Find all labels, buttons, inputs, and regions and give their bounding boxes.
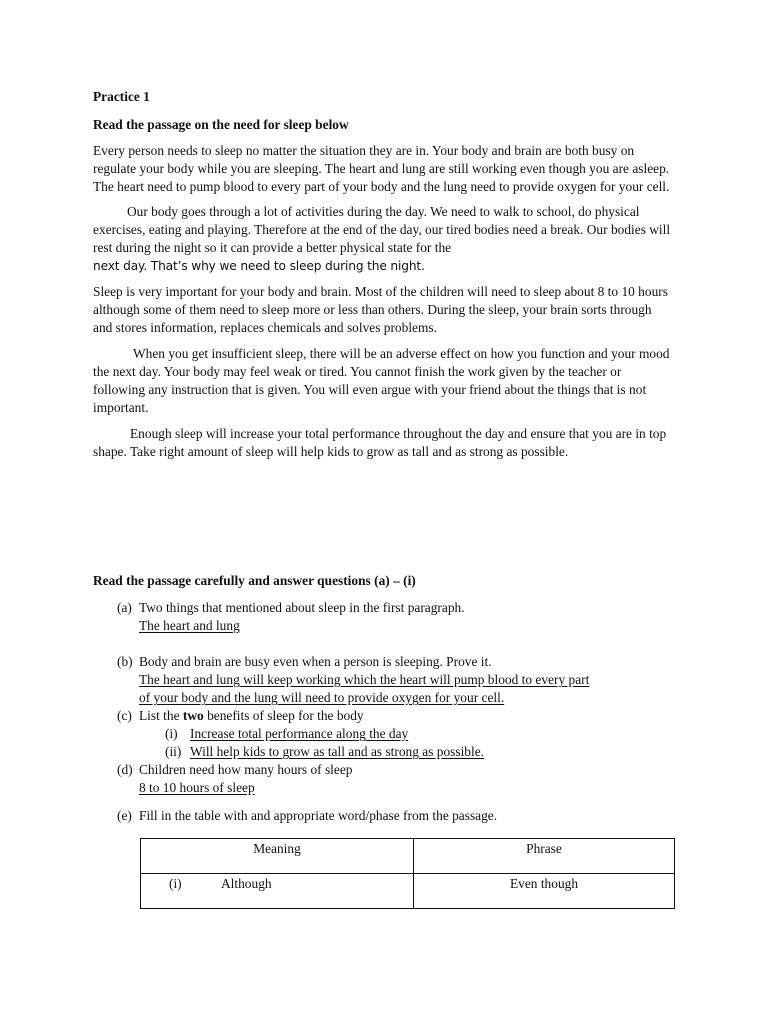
question-label: (e) — [117, 808, 132, 823]
answer-text: Will help kids to grow as tall and as strong as possible. — [190, 744, 485, 759]
table-row — [141, 874, 675, 909]
question-text: Two things that mentioned about sleep in the first paragraph. — [139, 600, 465, 615]
answer-item — [117, 725, 677, 743]
table-cell-phrase: Even though — [414, 874, 675, 909]
table-header-meaning: Meaning — [141, 839, 414, 874]
paragraph-1: Every person needs to sleep no matter the situation they are in. Your body and brain are both busy on regulate your body while you are sleeping. The heart and lung are still working even though you are asleep. The heart need to pump blood to every part of your body and the lung need to provide oxygen for your cell. — [93, 143, 670, 194]
paragraph-2-text: Our body goes through a lot of activities during the day. We need to walk to school, do physical exercises, eating and playing. Therefore at the end of the day, our tired bodies need a break. Our bodies will rest during the night so it can provide a better physical state for the — [93, 204, 671, 255]
answer-item — [117, 743, 677, 761]
question-text: List the two benefits of sleep for the body — [139, 708, 364, 723]
questions-heading: Read the passage carefully and answer questions (a) – (i) — [93, 573, 416, 588]
paragraph-2 — [93, 203, 673, 275]
meaning-text: Although — [221, 876, 272, 891]
item-label: (i) — [165, 726, 178, 741]
question-c — [117, 707, 677, 725]
paragraph-3: Sleep is very important for your body and brain. Most of the children will need to sleep about 8 to 10 hours although some of them need to sleep more or less than others. During the sleep, your brain sorts through and stores information, replaces chemicals and solves problems. — [93, 284, 668, 335]
question-a — [117, 599, 677, 635]
question-label: (b) — [117, 654, 133, 669]
answer-text: 8 to 10 hours of sleep — [139, 780, 255, 795]
question-label: (c) — [117, 708, 132, 723]
question-text: Fill in the table with and appropriate word/phase from the passage. — [139, 808, 498, 823]
row-label: (i) — [169, 876, 182, 891]
question-list — [117, 599, 677, 825]
passage — [93, 88, 673, 461]
item-label: (ii) — [165, 744, 182, 759]
phrase-table — [140, 838, 675, 909]
table-header-phrase: Phrase — [414, 839, 675, 874]
paragraph-2-last-line: next day. That’s why we need to sleep during the night. — [93, 259, 425, 273]
table-header-row — [141, 839, 675, 874]
page-title: Practice 1 — [93, 89, 150, 104]
question-b — [117, 653, 677, 707]
question-label: (d) — [117, 762, 133, 777]
table-cell-meaning — [141, 874, 414, 909]
question-text: Children need how many hours of sleep — [139, 762, 353, 777]
question-text: Body and brain are busy even when a person is sleeping. Prove it. — [139, 654, 492, 669]
answer-text: of your body and the lung will need to provide oxygen for your cell. — [139, 690, 505, 705]
answer-text: The heart and lung — [139, 618, 240, 633]
question-label: (a) — [117, 600, 132, 615]
question-e — [117, 807, 677, 825]
paragraph-5: Enough sleep will increase your total performance throughout the day and ensure that you are in top shape. Take right amount of sleep will help kids to grow as tall and as strong as possible. — [93, 426, 667, 459]
answer-text: Increase total performance along the day — [190, 726, 409, 741]
passage-instruction: Read the passage on the need for sleep below — [93, 117, 349, 132]
answer-text: The heart and lung will keep working which the heart will pump blood to every part — [139, 672, 590, 687]
question-d — [117, 761, 677, 797]
paragraph-4: When you get insufficient sleep, there will be an adverse effect on how you function and your mood the next day. Your body may feel weak or tired. You cannot finish the work given by the teacher or following any instruction that is given. You will even argue with your friend about the things that is not important. — [93, 346, 670, 415]
emphasis: two — [182, 708, 204, 723]
